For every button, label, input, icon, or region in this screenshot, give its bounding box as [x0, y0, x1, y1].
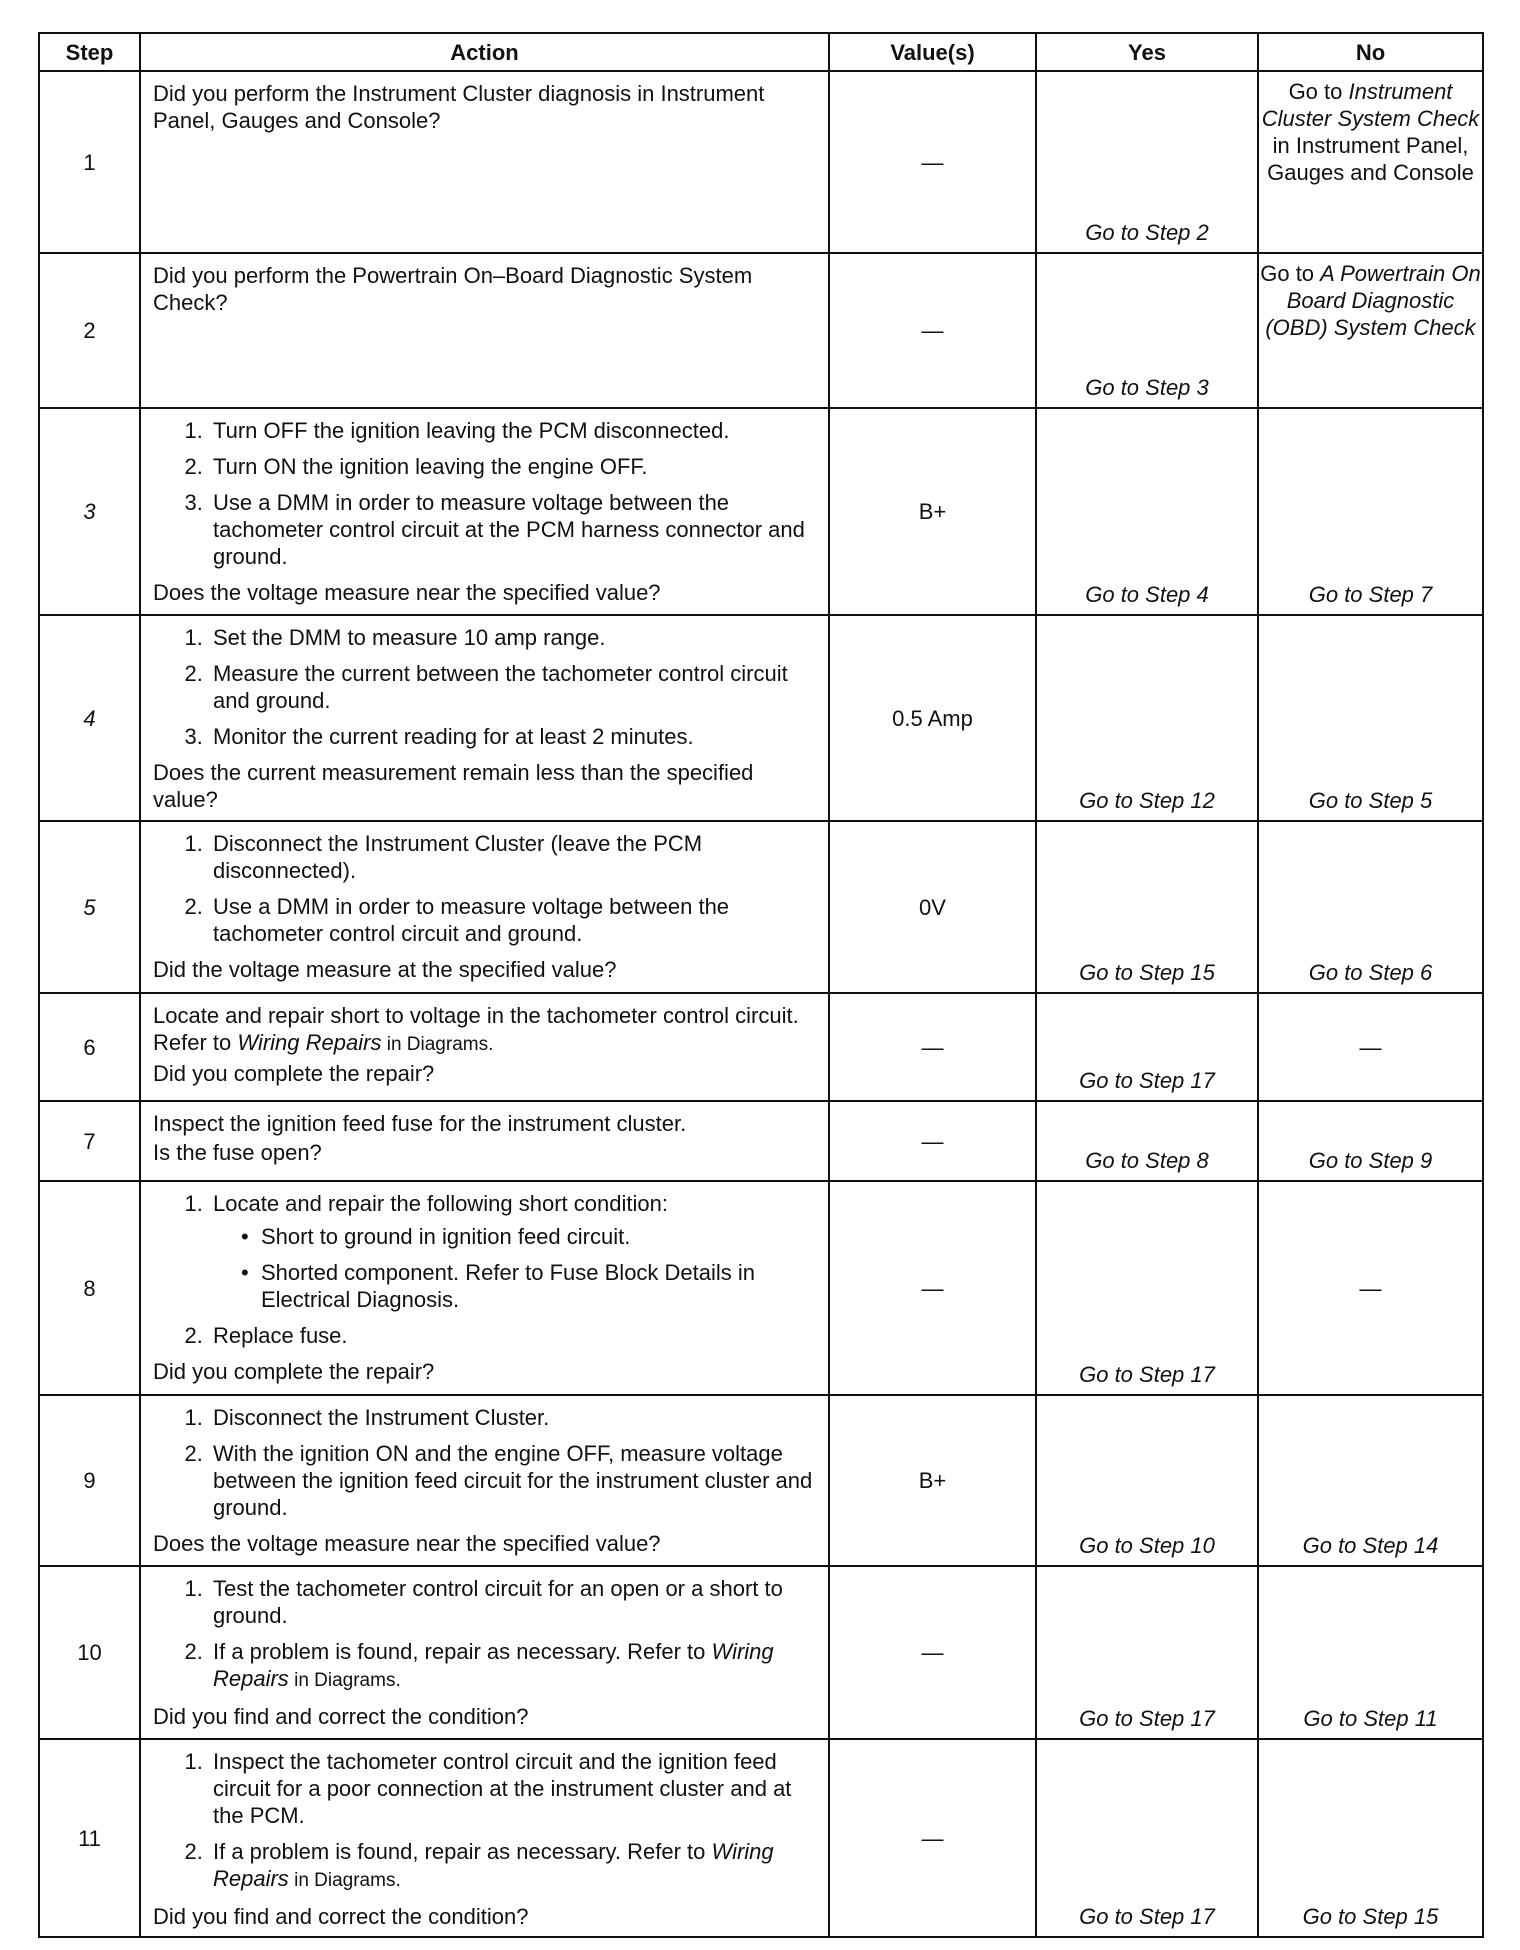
no-cell: — [1258, 1181, 1483, 1395]
yes-cell: Go to Step 3 [1036, 253, 1258, 408]
yes-cell: Go to Step 10 [1036, 1395, 1258, 1566]
action-question: Did you find and correct the condition? [153, 1704, 529, 1729]
action-step-text-suffix: in Diagrams. [288, 1670, 401, 1691]
table-row-step-10 [39, 1566, 1483, 1739]
action-cell [140, 1181, 829, 1395]
action-cell [140, 993, 829, 1101]
header-action: Action [140, 33, 829, 71]
value-cell: 0V [829, 821, 1036, 993]
action-step-item [209, 1838, 818, 1894]
yes-cell: Go to Step 17 [1036, 1739, 1258, 1937]
step-number: 9 [39, 1395, 140, 1566]
header-no: No [1258, 33, 1483, 71]
yes-cell: Go to Step 17 [1036, 993, 1258, 1101]
yes-cell: Go to Step 12 [1036, 615, 1258, 821]
table-row-step-1 [39, 71, 1483, 253]
yes-cell: Go to Step 4 [1036, 408, 1258, 615]
step-number: 4 [39, 615, 140, 821]
table-row-step-6 [39, 993, 1483, 1101]
action-text-part: in Diagrams. [381, 1034, 494, 1055]
action-steps [153, 830, 818, 947]
value-cell: B+ [829, 1395, 1036, 1566]
action-cell [140, 1101, 829, 1181]
action-cell [140, 615, 829, 821]
action-step-item: 1. Test the tachometer control circuit for an open or a short to ground. [209, 1575, 818, 1629]
no-cell: Go to Step 11 [1258, 1566, 1483, 1739]
table-row-step-3 [39, 408, 1483, 615]
no-cell: Go to Step 9 [1258, 1101, 1483, 1181]
reference-link-text: Wiring Repairs [213, 1839, 774, 1891]
table-row-step-11 [39, 1739, 1483, 1937]
step-number: 6 [39, 993, 140, 1101]
yes-cell: Go to Step 8 [1036, 1101, 1258, 1181]
value-cell: 0.5 Amp [829, 615, 1036, 821]
action-question: Did you complete the repair? [153, 1359, 435, 1384]
action-question: Does the voltage measure near the specified value? [153, 1531, 661, 1556]
diagnostic-table-page [38, 32, 1482, 1938]
value-cell: — [829, 1739, 1036, 1937]
bullet-list [213, 1223, 818, 1313]
value-cell: — [829, 253, 1036, 408]
action-step-item: 3. Monitor the current reading for at least 2 minutes. [209, 723, 818, 750]
value-cell: — [829, 1101, 1036, 1181]
action-cell [140, 1566, 829, 1739]
step-number: 5 [39, 821, 140, 993]
step-number: 3 [39, 408, 140, 615]
action-question: Did you find and correct the condition? [153, 1904, 529, 1929]
step-number: 10 [39, 1566, 140, 1739]
value-cell: B+ [829, 408, 1036, 615]
action-cell [140, 408, 829, 615]
action-step-item: 2. With the ignition ON and the engine OFF, measure voltage between the ignition feed circuit for the instrument cluster and ground. [209, 1440, 818, 1521]
no-cell: — [1258, 993, 1483, 1101]
action-step-item: 2. Use a DMM in order to measure voltage between the tachometer control circuit and ground. [209, 893, 818, 947]
action-cell [140, 1395, 829, 1566]
no-cell [1258, 253, 1483, 408]
action-question: Did you perform the Instrument Cluster diagnosis in Instrument Panel, Gauges and Console? [153, 81, 765, 133]
action-steps [153, 1748, 818, 1894]
action-step-item: 2. Turn ON the ignition leaving the engine OFF. [209, 453, 818, 480]
table-row-step-5 [39, 821, 1483, 993]
action-step-item: 1. Disconnect the Instrument Cluster (leave the PCM disconnected). [209, 830, 818, 884]
action-step-item: 1. Set the DMM to measure 10 amp range. [209, 624, 818, 651]
no-link-text: Instrument Cluster System Check [1261, 79, 1480, 131]
table-row-step-8 [39, 1181, 1483, 1395]
action-step-item: 1. Turn OFF the ignition leaving the PCM disconnected. [209, 417, 818, 444]
bullet-item: • Short to ground in ignition feed circuit. [257, 1223, 818, 1250]
value-cell: — [829, 1566, 1036, 1739]
yes-cell: Go to Step 15 [1036, 821, 1258, 993]
reference-link-text: Wiring Repairs [213, 1639, 774, 1691]
step-number: 11 [39, 1739, 140, 1937]
no-cell: Go to Step 7 [1258, 408, 1483, 615]
table-row-step-7 [39, 1101, 1483, 1181]
action-cell [140, 253, 829, 408]
value-cell: — [829, 993, 1036, 1101]
action-steps [153, 1404, 818, 1521]
no-cell [1258, 71, 1483, 253]
action-steps [153, 1190, 818, 1349]
no-cell: Go to Step 6 [1258, 821, 1483, 993]
action-step-text: If a problem is found, repair as necessary. Refer to [213, 1639, 712, 1664]
action-text-part: Locate and repair short to voltage in the tachometer control circuit. Refer to [153, 1003, 799, 1055]
step-number: 7 [39, 1101, 140, 1181]
action-step-item: 2. Measure the current between the tachometer control circuit and ground. [209, 660, 818, 714]
step-number: 8 [39, 1181, 140, 1395]
action-step-item: 3. Use a DMM in order to measure voltage between the tachometer control circuit at the PCM harness connector and ground. [209, 489, 818, 570]
action-question: Does the voltage measure near the specified value? [153, 580, 661, 605]
action-question: Is the fuse open? [153, 1140, 322, 1165]
reference-link-text: Wiring Repairs [237, 1030, 382, 1055]
yes-cell: Go to Step 17 [1036, 1181, 1258, 1395]
no-text-suffix: in Instrument Panel, Gauges and Console [1267, 133, 1474, 185]
action-text [153, 1002, 818, 1058]
no-link-text: A Powertrain On Board Diagnostic (OBD) System Check [1265, 261, 1481, 340]
action-question: Did you perform the Powertrain On–Board Diagnostic System Check? [153, 263, 753, 315]
action-text: Inspect the ignition feed fuse for the instrument cluster. [153, 1111, 687, 1136]
header-yes: Yes [1036, 33, 1258, 71]
action-step-item: 1. Disconnect the Instrument Cluster. [209, 1404, 818, 1431]
table-row-step-4 [39, 615, 1483, 821]
no-cell: Go to Step 14 [1258, 1395, 1483, 1566]
action-step-item: 1. Inspect the tachometer control circuit and the ignition feed circuit for a poor connection at the instrument cluster and at the PCM. [209, 1748, 818, 1829]
action-question: Did you complete the repair? [153, 1061, 435, 1086]
no-cell: Go to Step 5 [1258, 615, 1483, 821]
no-cell: Go to Step 15 [1258, 1739, 1483, 1937]
action-question: Does the current measurement remain less than the specified value? [153, 760, 754, 812]
table-row-step-2 [39, 253, 1483, 408]
action-step-item [209, 1638, 818, 1694]
action-step-text: Locate and repair the following short condition: [213, 1191, 668, 1216]
action-step-text-suffix: in Diagrams. [288, 1870, 401, 1891]
no-text: Go to [1288, 79, 1349, 104]
no-text: Go to [1260, 261, 1321, 286]
step-number: 2 [39, 253, 140, 408]
header-step: Step [39, 33, 140, 71]
action-question: Did the voltage measure at the specified value? [153, 957, 617, 982]
table-row-step-9 [39, 1395, 1483, 1566]
action-steps [153, 624, 818, 750]
bullet-item: • Shorted component. Refer to Fuse Block Details in Electrical Diagnosis. [257, 1259, 818, 1313]
action-cell [140, 821, 829, 993]
action-cell [140, 71, 829, 253]
step-number: 1 [39, 71, 140, 253]
action-step-item: 2. Replace fuse. [209, 1322, 818, 1349]
header-values: Value(s) [829, 33, 1036, 71]
action-step-text: If a problem is found, repair as necessary. Refer to [213, 1839, 712, 1864]
action-step-item [209, 1190, 818, 1313]
table-header-row [39, 33, 1483, 71]
action-steps [153, 417, 818, 570]
action-cell [140, 1739, 829, 1937]
diagnostic-table [38, 32, 1484, 1938]
value-cell: — [829, 71, 1036, 253]
yes-cell: Go to Step 17 [1036, 1566, 1258, 1739]
value-cell: — [829, 1181, 1036, 1395]
action-steps [153, 1575, 818, 1694]
yes-cell: Go to Step 2 [1036, 71, 1258, 253]
